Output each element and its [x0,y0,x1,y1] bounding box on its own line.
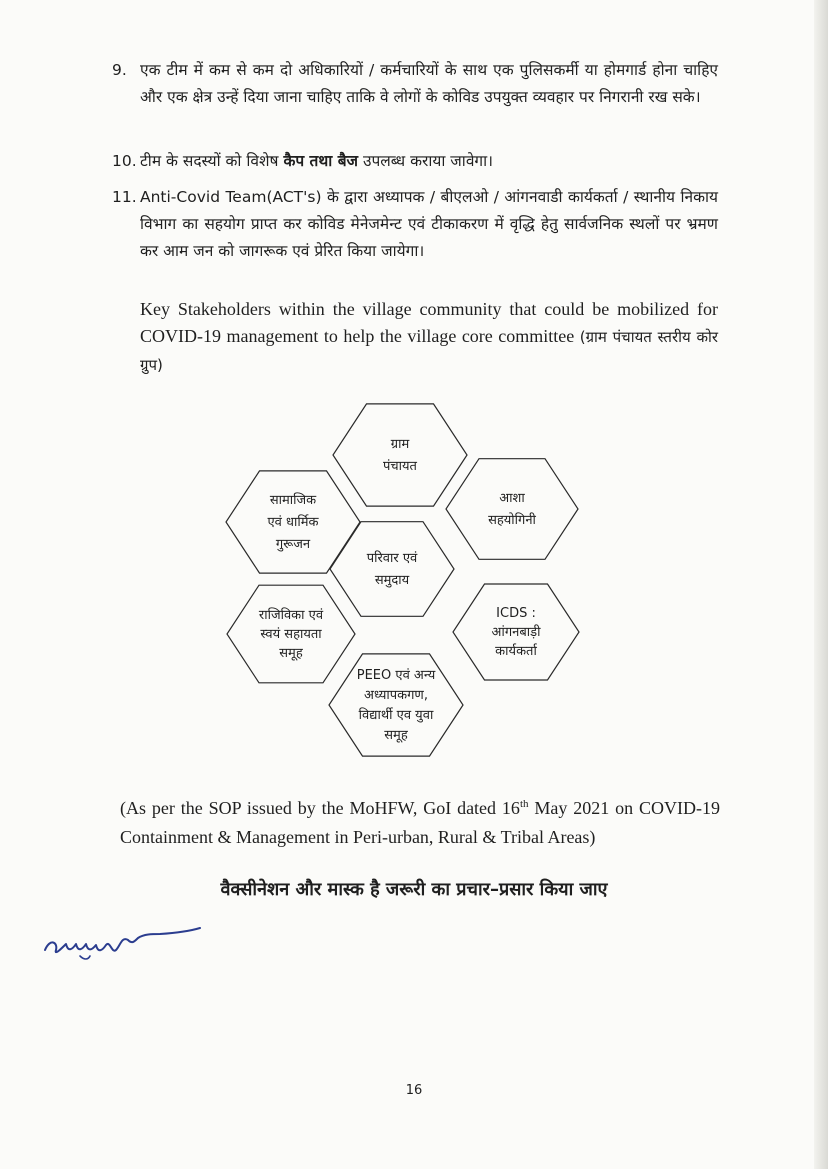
hexagon-label: विद्यार्थी एव युवा [358,708,434,723]
item-text-after: उपलब्ध कराया जावेगा। [358,152,494,170]
hexagon-label: आशा [499,491,525,506]
hexagon-top [333,404,467,506]
hexagon-upper-right [446,459,578,560]
sop-note-before: (As per the SOP issued by the MoHFW, GoI dated 16 [120,798,520,818]
hexagon-bottom [329,654,463,756]
hexagon-label: सहयोगिनी [488,513,536,528]
sop-note-sup: th [519,798,529,810]
slogan-heading: वैक्सीनेशन और मास्क है जरूरी का प्रचार–प्रसार किया जाए [220,879,608,900]
item-text-before: टीम के सदस्यों को विशेष [140,152,284,170]
hexagon-outline [330,522,454,617]
hexagon-label: एवं धार्मिक [267,515,319,530]
hexagon-lower-right [453,584,579,680]
item-text-bold: कैप तथा बैज [283,152,359,170]
item-text: Anti-Covid Team(ACT's) के द्वारा अध्यापक / बीएलओ / आंगनवाडी कार्यकर्ता / स्थानीय निकाय विभाग का सहयोग प्राप्त कर कोविड मेनेजमेन्ट एवं टीकाकरण में वृद्धि हेतु सार्वजनिक स्थलों पर भ्रमण कर आम जन को जागरूक एवं प्रेरित किया जायेगा। [140,188,718,260]
hexagon-label: समुदाय [374,573,410,588]
hexagon-label: समूह [279,646,303,661]
hexagon-label: स्वयं सहायता [260,627,322,642]
item-number: 9. [112,61,127,79]
stakeholders-intro-hi: (ग्राम पंचायत स्तरीय कोर ग्रुप) [140,328,718,374]
handwritten-signature [40,920,220,970]
hexagon-label: आंगनबाड़ी [491,625,541,640]
hexagon-label: कार्यकर्ता [495,644,537,659]
hexagon-outline [333,404,467,506]
hexagon-label: ICDS : [496,606,536,621]
hexagon-lower-left [227,585,355,683]
hexagon-label: सामाजिक [269,493,317,508]
stakeholders-intro-en: Key Stakeholders within the village community that could be mobilized for COVID-19 management to help the village core committee [140,299,718,346]
hexagon-center [330,522,454,617]
item-text: एक टीम में कम से कम दो अधिकारियों / कर्मचारियों के साथ एक पुलिसकर्मी या होमगार्ड होना चाहिए और एक क्षेत्र उन्हें दिया जाना चाहिए ताकि वे लोगों के कोविड उपयुक्त व्यवहार पर निगरानी रख सके। [140,61,718,106]
hexagon-label: अध्यापकगण, [364,688,428,703]
hexagon-outline [446,459,578,560]
item-number: 11. [112,188,137,206]
hexagon-label: परिवार एवं [366,551,418,566]
hexagon-label: ग्राम [390,437,410,452]
hexagon-label: राजिविका एवं [258,608,324,623]
hexagon-label: गुरूजन [275,537,311,552]
hexagon-upper-left [226,471,360,573]
sop-note-after: May 2021 on COVID-19 Containment & Management in Peri-urban, Rural & Tribal Areas) [120,798,720,847]
page-number: 16 [405,1083,423,1098]
sop-note [120,790,720,852]
hexagon-label: समूह [384,728,408,743]
item-number: 10. [112,152,137,170]
hexagon-label: पंचायत [383,459,417,474]
hexagon-label: PEEO एवं अन्य [356,668,436,683]
